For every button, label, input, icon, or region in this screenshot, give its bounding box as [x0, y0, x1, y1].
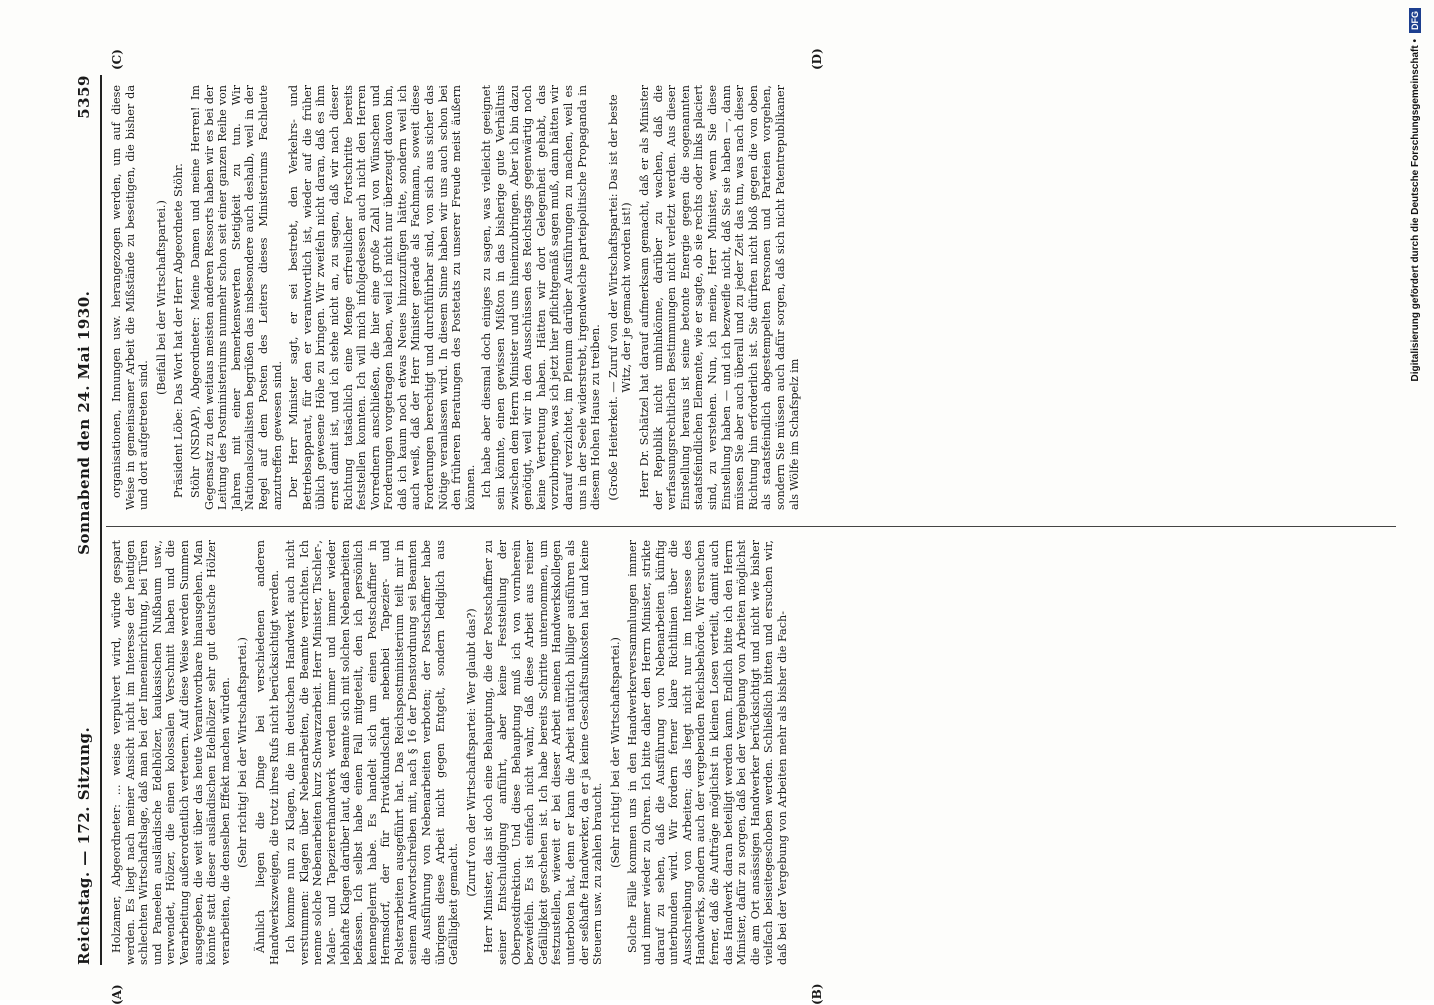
margin-marker-b: (B) — [810, 984, 824, 1005]
interjection: (Beifall bei der Wirtschaftspartei.) — [155, 85, 169, 510]
paragraph: organisationen, Innungen usw. herangezogen werden, um auf diese Weise in gemeinsamer Arbeit die Mißstände zu beseitigen, die bisher da und dort aufgetreten sind. — [110, 85, 151, 510]
rotated-page-content — [70, 75, 1400, 965]
paragraph: Herr Dr. Schätzel hat darauf aufmerksam gemacht, daß er als Minister der Republik nicht umhinkönne, darüber zu wachen, daß die verfassungsrechtlichen Bestimmungen nicht verletzt werden. Aus dieser Einstellung heraus ist seine betonte Energie gegen die sogenannten staatsfeindlichen Elemente, wie er sagte, ob sie rechts oder links placiert sind, zu verstehen. Nun, ich meine, Herr Minister, wenn Sie diese Einstellung haben — und ich bezweifle nicht, daß Sie sie haben —, dann müssen Sie aber auch überall und zu jeder Zeit das tun, was nach dieser Richtung hin erforderlich ist. Sie dürften nicht bloß gegen die von oben als staatsfeindlich abgestempelten Personen und Parteien vorgehen, sondern Sie müssen auch dafür sorgen, daß sich nicht Patentrepublikaner als Wölfe im Schafspelz im — [638, 85, 801, 510]
margin-marker-c: (C) — [110, 49, 124, 70]
paragraph: Herr Minister, das ist doch eine Behauptung, die der Postschaffner zu seiner Entschuldigung anführt, aber keine Feststellung der Oberpostdirektion. Und diese Behauptung muß ich von vornherein bezweifeln. Es ist einfach nicht wahr, daß diese Arbeit aus reiner Gefälligkeit geschehen ist. Ich habe bereits Schritte unternommen, um festzustellen, wieweit er bei dieser Arbeit meinen Handwerkskollegen unterboten hat, denn er kann die Arbeit natürlich billiger ausführen als der seßhafte Handwerker, da er ja keine Geschäftsunkosten hat und keine Steuern usw. zu zahlen braucht. — [482, 540, 604, 965]
paragraph: Präsident Löbe: Das Wort hat der Herr Abgeordnete Stöhr. — [172, 85, 186, 510]
paragraph: Ähnlich liegen die Dinge bei verschiedenen anderen Handwerkszweigen, die trotz ihres Rufs nicht berücksichtigt werden. — [254, 540, 281, 965]
margin-marker-a: (A) — [110, 984, 124, 1005]
paragraph: Holzamer, Abgeordneter: ... weise verpulvert wird, würde gespart werden. Es liegt nach meiner Ansicht nicht im Interesse der heutigen schlechten Wirtschaftslage, daß man bei der Inneneinrichtung, bei Türen und Paneelen ausländische Edelhölzer, kaukasischen Nußbaum usw., verwendet, Hölzer, die einen kolossalen Verschnitt haben und die Verarbeitung außerordentlich verteuern. Auf diese Weise werden Summen ausgegeben, die weit über das heute Verantwortbare hinausgehen. Man könnte statt dieser ausländischen Edelhölzer sehr gut deutsche Hölzer verarbeiten, die denselben Effekt machen würden. — [110, 540, 232, 965]
interjection: (Zuruf von der Wirtschaftspartei: Wer glaubt das?) — [465, 540, 479, 965]
dfg-logo-icon: DFG — [1409, 8, 1421, 33]
header-session: Reichstag. — 172. Sitzung. — [75, 727, 93, 965]
credit-text: Digitalisierung gefördert durch die Deutsche Forschungsgemeinschaft • — [1410, 39, 1421, 381]
interjection: (Sehr richtig! bei der Wirtschaftspartei.) — [609, 540, 623, 965]
interjection: (Große Heiterkeit. — Zuruf von der Wirtschaftspartei: Das ist der beste Witz, der je gemacht worden ist!) — [607, 85, 634, 510]
paragraph: Solche Fälle kommen uns in den Handwerkerversammlungen immer und immer wieder zu Ohren. Ich bitte daher den Herrn Minister, strikte darauf zu sehen, daß die Ausführung von Nebenarbeiten künftig unterbunden wird. Wir fordern ferner klare Richtlinien über die Ausschreibung von Arbeiten; das liegt nicht nur im Interesse des Handwerks, sondern auch der vergebenden Reichsbehörde. Wir ersuchen ferner, daß die Aufträge möglichst in kleinen Losen verteilt, damit auch das Handwerk daran beteiligt werden kann. Endlich bitte ich den Herrn Minister, dafür zu sorgen, daß bei der Vergebung von Arbeiten möglichst die am Ort ansässigen Handwerker berücksichtigt und nicht wie bisher vielfach beiseitegeschoben werden. Schließlich bitten und ersuchen wir, daß bei der Vergebung von Arbeiten mehr als bisher die Fach- — [626, 540, 789, 965]
left-column — [110, 540, 793, 965]
header-rule — [100, 75, 102, 965]
margin-marker-d: (D) — [810, 48, 824, 70]
interjection: (Sehr richtig! bei der Wirtschaftspartei.) — [236, 540, 250, 965]
header-date: Sonnabend den 24. Mai 1930. — [75, 291, 93, 555]
header-page-number: 5359 — [75, 75, 93, 119]
column-separator — [106, 526, 1396, 527]
page-header — [70, 75, 98, 965]
paragraph: Ich habe aber diesmal doch einiges zu sagen, was vielleicht geeignet sein könnte, einen gewissen Mißton in das bisherige gute Verhältnis zwischen dem Herrn Minister und uns hineinzubringen. Aber ich bin dazu genötigt, weil wir in den Ausschüssen des Reichstags gegenwärtig noch keine Vertretung haben. Hätten wir dort Gelegenheit gehabt, das vorzubringen, was ich jetzt hier pflichtgemäß sagen muß, dann hätten wir darauf verzichtet, im Plenum darüber Ausführungen zu machen, weil es uns in der Seele widerstrebt, irgendwelche parteipolitische Propaganda in diesem Hohen Hause zu treiben. — [480, 85, 602, 510]
paragraph: Der Herr Minister sagt, er sei bestrebt, den Verkehrs- und Betriebsapparat, für den er verantwortlich ist, wieder auf die früher üblich gewesene Höhe zu bringen. Wir zweifeln nicht daran, daß es ihm ernst damit ist, und ich stehe nicht an, zu sagen, daß wir nach dieser Richtung tatsächlich eine Menge erfreulicher Fortschritte bereits feststellen konnten. Ich will mich infolgedessen auch nicht den Herren Vorrednern anschließen, die hier eine große Zahl von Wünschen und Forderungen vorgetragen haben, weil ich nicht nur überzeugt davon bin, daß ich kaum noch etwas Neues hinzuzufügen hätte, sondern weil ich auch weiß, daß der Herr Minister gerade als Fachmann, soweit diese Forderungen berechtigt und durchführbar sind, von sich aus sicher das Nötige veranlassen wird. In diesem Sinne haben wir uns auch schon bei den früheren Beratungen des Postetats zu unserer Freude meist äußern können. — [287, 85, 477, 510]
right-column — [110, 85, 804, 510]
digitization-credit — [1404, 8, 1432, 992]
paragraph: Ich komme nun zu Klagen, die im deutschen Handwerk auch nicht verstummen: Klagen über Nebenarbeiten, die Beamte verrichten. Ich nenne solche Nebenarbeiten kurz Schwarzarbeit. Herr Minister, Tischler-, Maler- und Tapeziererhandwerk werden immer und immer wieder lebhafte Klagen darüber laut, daß Beamte sich mit solchen Nebenarbeiten befassen. Ich selbst habe einen Fall mitgeteilt, den ich persönlich kennengelernt habe. Es handelt sich um einen Postschaffner in Hermsdorf, der für Privatkundschaft nebenbei Tapezier- und Polsterarbeiten ausgeführt hat. Das Reichspostministerium teilt mir in seinem Antwortschreiben mit, nach § 16 der Dienstordnung sei Beamten die Ausführung von Nebenarbeiten verboten; der Postschaffner habe übrigens diese Arbeit nicht gegen Entgelt, sondern lediglich aus Gefälligkeit gemacht. — [284, 540, 461, 965]
paragraph: Stöhr (NSDAP), Abgeordneter: Meine Damen und meine Herren! Im Gegensatz zu den weitaus meisten anderen Ressorts haben wir es bei der Leitung des Postministeriums nunmehr schon seit einer ganzen Reihe von Jahren mit einer bemerkenswerten Stetigkeit zu tun. Wir Nationalsozialisten begrüßen das insbesondere auch deshalb, weil in der Regel auf dem Posten des Leiters dieses Ministeriums Fachleute anzutreffen gewesen sind. — [189, 85, 284, 510]
